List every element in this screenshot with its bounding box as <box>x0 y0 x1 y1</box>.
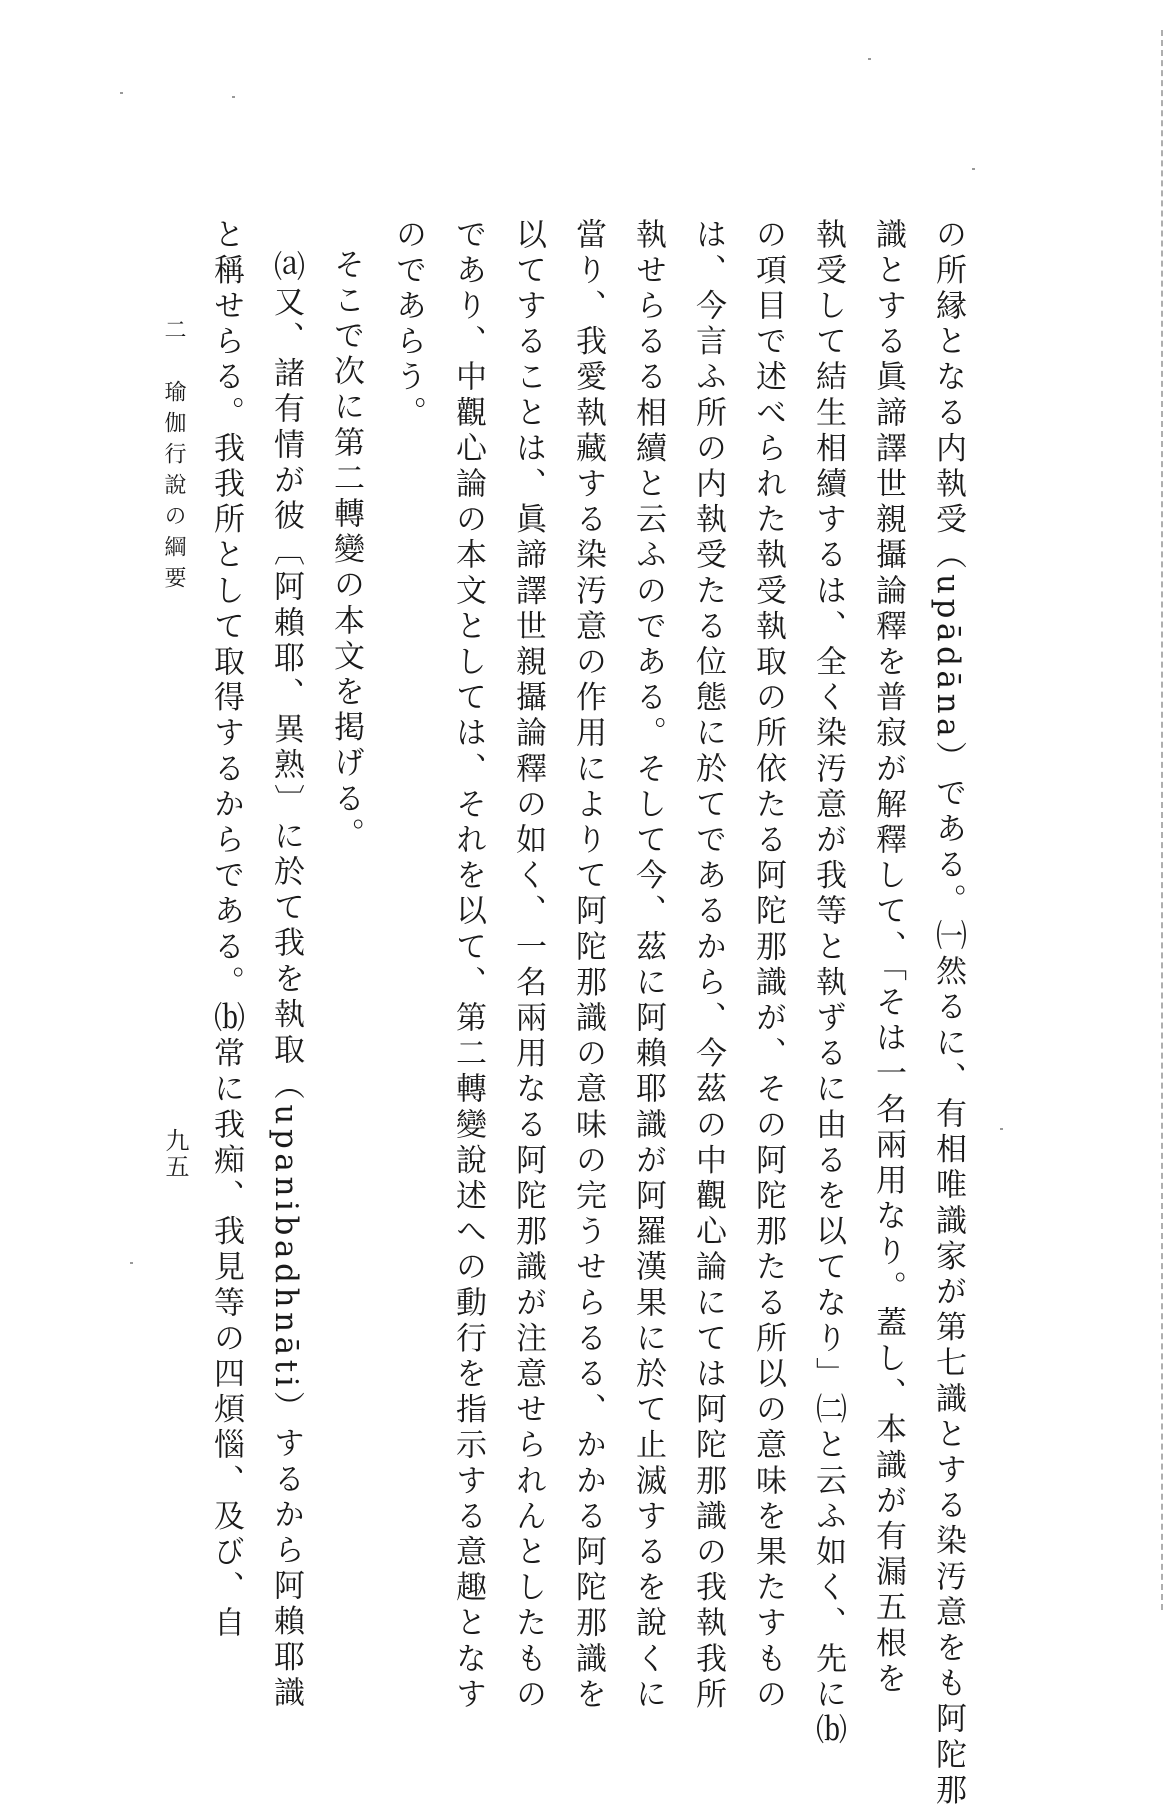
running-header: 二 瑜伽行說の綱要 <box>161 318 186 597</box>
text-line-7: 當り、我愛執藏する染汚意の作用によりて阿陀那識の意味の完うせらるる、かかる阿陀那識を <box>570 218 606 1714</box>
text-line-8: 以てすることは、眞諦譯世親攝論釋の如く、一名兩用なる阿陀那識が注意せられんとしたもの <box>510 218 546 1714</box>
text-line-11: そこで次に第二轉變の本文を掲げる。 <box>328 248 364 854</box>
text-line-12: ⒜又、諸有情が彼〔阿賴耶、異熟〕に於て我を執取（upanibadhnāti）するから阿賴耶識 <box>268 250 304 1712</box>
scan-edge-artifact <box>1158 30 1163 1610</box>
scan-speck <box>972 168 975 170</box>
scan-speck <box>868 58 871 60</box>
text-line-13: と稱せらる。我我所として取得するからである。⒝常に我痴、我見等の四煩惱、及び、自 <box>208 218 244 1642</box>
scan-speck <box>232 96 235 98</box>
text-line-6: 執せらるる相續と云ふのである。そして今、茲に阿賴耶識が阿羅漢果に於て止滅するを說くに <box>630 218 666 1714</box>
text-line-9: であり、中觀心論の本文としては、それを以て、第二轉變說述への動行を指示する意趣となす <box>450 218 486 1714</box>
text-line-3: 執受して結生相續するは、全く染汚意が我等と執ずるに由るを以てなり」㈡と云ふ如く、先に⒝ <box>810 218 846 1749</box>
text-line-4: の項目で述べられた執受執取の所依たる阿陀那識が、その阿陀那たる所以の意味を果たすもの <box>750 218 786 1714</box>
text-line-10: のであらう。 <box>390 218 426 432</box>
page-number: 九五 <box>161 1128 189 1180</box>
scan-speck <box>130 1262 133 1264</box>
scan-speck <box>120 92 123 94</box>
text-line-5: は、今言ふ所の内執受たる位態に於てであるから、今茲の中觀心論にては阿陀那識の我執我所 <box>690 218 726 1714</box>
scan-speck <box>1000 1128 1003 1130</box>
text-line-2: 識とする眞諦譯世親攝論釋を普寂が解釋して、「そは一名兩用なり。蓋し、本識が有漏五根を <box>870 218 906 1698</box>
text-line-1: の所縁となる内執受（upādāna）である。㈠然るに、有相唯識家が第七識とする染汚意をも阿陀那 <box>930 218 966 1809</box>
